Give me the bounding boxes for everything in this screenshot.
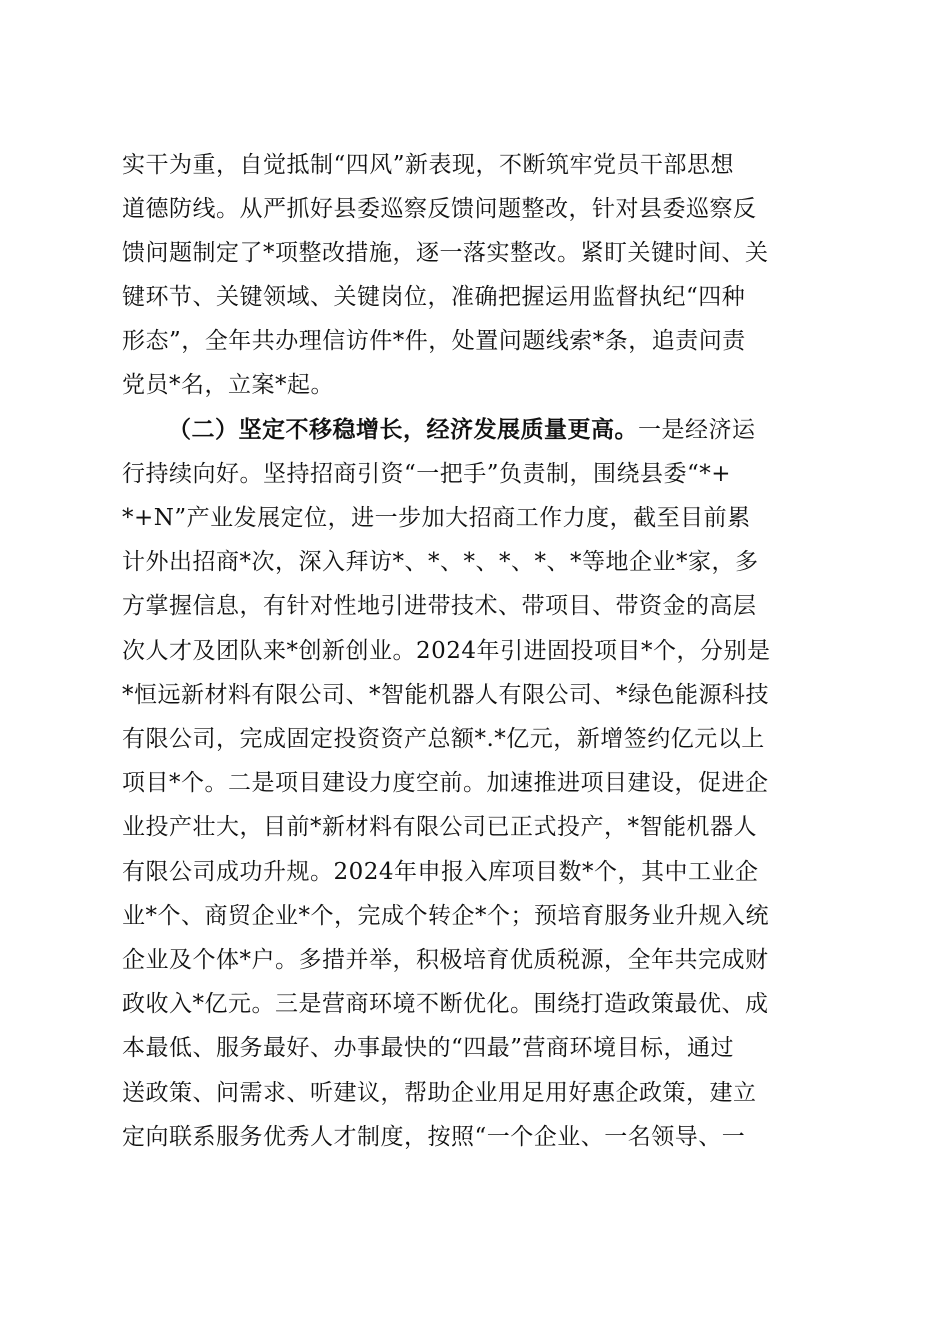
text-line: 有限公司，完成固定投资资产总额*.*亿元，新增签约亿元以上 (122, 726, 765, 752)
text-line: 实干为重，自觉抵制“四风”新表现，不断筑牢党员干部思想 (122, 152, 735, 178)
text-line: 定向联系服务优秀人才制度，按照“一个企业、一名领导、一 (122, 1124, 746, 1150)
section-2-first-line (168, 415, 756, 445)
text-line: 业投产壮大，目前*新材料有限公司已正式投产，*智能机器人 (122, 814, 757, 840)
text-line: 计外出招商*次，深入拜访*、*、*、*、*、*等地企业*家，多 (122, 549, 759, 575)
text-line: 键环节、关键领域、关键岗位，准确把握运用监督执纪“四种 (122, 284, 746, 310)
section-2-start: 一是经济运 (638, 417, 756, 443)
text-line: 政收入*亿元。三是营商环境不断优化。围绕打造政策最优、成 (122, 991, 769, 1017)
text-line: 项目*个。二是项目建设力度空前。加速推进项目建设，促进企 (122, 770, 769, 796)
text-line: 形态”，全年共办理信访件*件，处置问题线索*条，追责问责 (122, 328, 746, 354)
text-line: 业*个、商贸企业*个，完成个转企*个；预培育服务业升规入统 (122, 903, 769, 929)
text-line: 馈问题制定了*项整改措施，逐一落实整改。紧盯关键时间、关 (122, 240, 769, 266)
section-2-heading: （二）坚定不移稳增长，经济发展质量更高。 (168, 416, 638, 443)
text-line: 方掌握信息，有针对性地引进带技术、带项目、带资金的高层 (122, 593, 757, 619)
text-line: 道德防线。从严抓好县委巡察反馈问题整改，针对县委巡察反 (122, 196, 757, 222)
text-line: *恒远新材料有限公司、*智能机器人有限公司、*绿色能源科技 (122, 682, 769, 708)
text-line: *+N”产业发展定位，进一步加大招商工作力度，截至目前累 (122, 505, 751, 531)
text-line: 本最低、服务最好、办事最快的“四最”营商环境目标，通过 (122, 1035, 735, 1061)
text-line: 行持续向好。坚持招商引资“一把手”负责制，围绕县委“*+ (122, 461, 732, 487)
text-line: 有限公司成功升规。2024年申报入库项目数*个，其中工业企 (122, 859, 759, 885)
text-line: 企业及个体*户。多措并举，积极培育优质税源，全年共完成财 (122, 947, 769, 973)
text-line: 党员*名，立案*起。 (122, 372, 334, 398)
text-line: 送政策、问需求、听建议，帮助企业用足用好惠企政策，建立 (122, 1080, 757, 1106)
text-line: 次人才及团队来*创新创业。2024年引进固投项目*个，分别是 (122, 638, 771, 664)
